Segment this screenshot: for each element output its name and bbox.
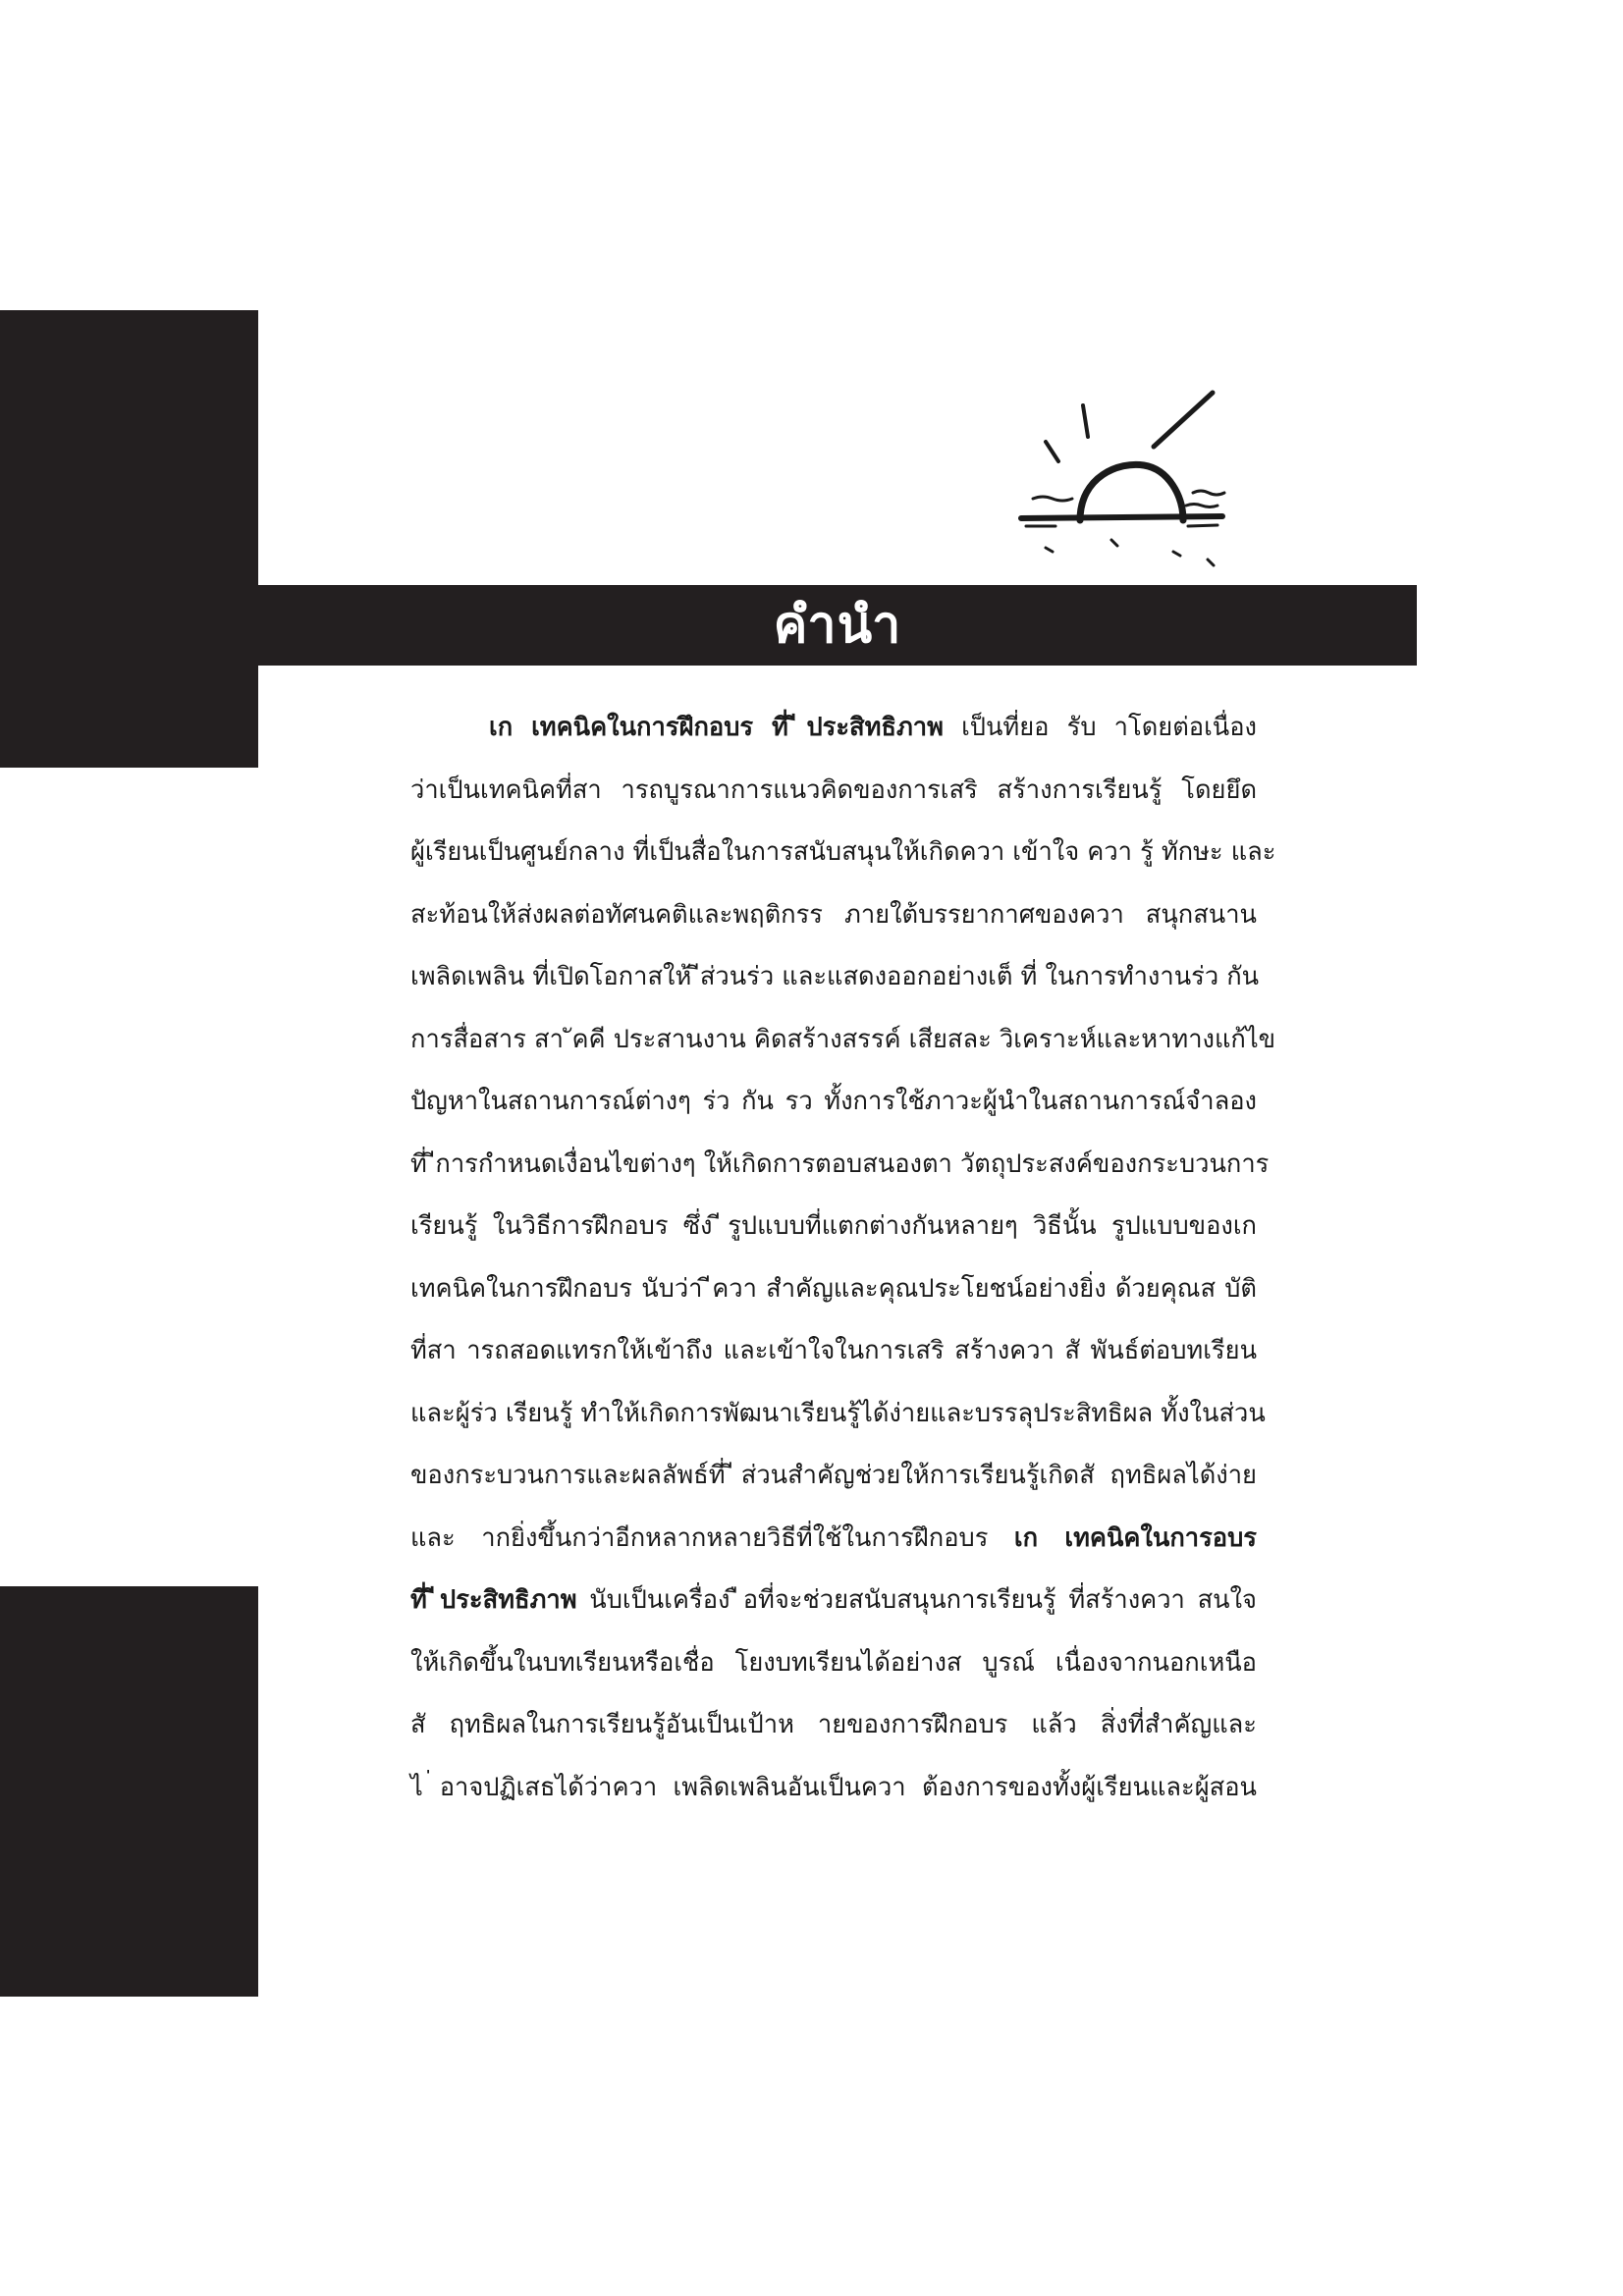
bold-term: ที่ ีประสิทธิภาพ xyxy=(410,1585,577,1615)
page-title: คำนำ xyxy=(773,596,902,655)
text-line: เพลิดเพลิน ที่เปิดโอกาสให้ ีส่วนร่ว และแสดงออกอย่างเต็ ที่ ในการทำงานร่ว กัน xyxy=(410,962,1260,991)
text-line: เทคนิคในการฝึกอบร นับว่า ีควา สำคัญและคุณประโยชน์อย่างยิ่ง ด้วยคุณส บัติ xyxy=(410,1273,1257,1304)
text-line: เก เทคนิคในการฝึกอบร ที่ ีประสิทธิภาพ เป็นที่ยอ รับ าโดยต่อเนื่อง xyxy=(489,713,1257,742)
text-line: ผู้เรียนเป็นศูนย์กลาง ที่เป็นสื่อในการสนับสนุนให้เกิดควา เข้าใจ ควา รู้ ทักษะ และ xyxy=(410,837,1276,867)
text-line: และผู้ร่ว เรียนรู้ ทำให้เกิดการพัฒนาเรียนรู้ได้ง่ายและบรรลุประสิทธิผล ทั้งในส่วน xyxy=(410,1398,1266,1428)
text-line: ที่ ีประสิทธิภาพ นับเป็นเครื่อง ือที่จะช่วยสนับสนุนการเรียนรู้ ที่สร้างควา สนใจ xyxy=(410,1585,1257,1615)
sunrise-icon xyxy=(1011,383,1237,579)
text-line: และ ากยิ่งขึ้นกว่าอีกหลากหลายวิธีที่ใช้ในการฝึกอบร เก เทคนิคในการอบร xyxy=(410,1522,1257,1553)
text-line: การสื่อสาร สา ัคคี ประสานงาน คิดสร้างสรรค์ เสียสละ วิเคราะห์และหาทางแก้ไข xyxy=(410,1024,1276,1054)
foreword-paragraph xyxy=(410,705,1276,1827)
bold-term: เก เทคนิคในการฝึกอบร ที่ ีประสิทธิภาพ xyxy=(489,713,944,742)
text-line: ที่สา ารถสอดแทรกให้เข้าถึง และเข้าใจในการเสริ สร้างควา สั พันธ์ต่อบทเรียน xyxy=(410,1336,1257,1365)
text-line: สะท้อนให้ส่งผลต่อทัศนคติและพฤติกรร ภายใต้บรรยากาศของควา สนุกสนาน xyxy=(410,899,1257,930)
left-decor-bar-bottom xyxy=(0,1586,258,1997)
text-line: สั ฤทธิผลในการเรียนรู้อันเป็นเป้าห ายของการฝึกอบร แล้ว สิ่งที่สำคัญและ xyxy=(410,1710,1257,1739)
text-line: ที่ ีการกำหนดเงื่อนไขต่างๆ ให้เกิดการตอบสนองตา วัตถุประสงค์ของกระบวนการ xyxy=(410,1148,1270,1179)
text-line: ปัญหาในสถานการณ์ต่างๆ ร่ว กัน รว ทั้งการใช้ภาวะผู้นำในสถานการณ์จำลอง xyxy=(410,1087,1257,1116)
bold-term: เก เทคนิคในการอบร xyxy=(1013,1522,1257,1553)
text-line: เรียนรู้ ในวิธีการฝึกอบร ซึ่ง ีรูปแบบที่แตกต่างกันหลายๆ วิธีนั้น รูปแบบของเก xyxy=(410,1211,1257,1241)
text-line: ของกระบวนการและผลลัพธ์ที่ ีส่วนสำคัญช่วยให้การเรียนรู้เกิดสั ฤทธิผลได้ง่าย xyxy=(410,1461,1257,1490)
text-line: ไ ่อาจปฏิเสธได้ว่าควา เพลิดเพลินอันเป็นควา ต้องการของทั้งผู้เรียนและผู้สอน xyxy=(410,1772,1257,1802)
left-decor-bar-top xyxy=(0,310,258,768)
text-line: ให้เกิดขึ้นในบทเรียนหรือเชื่อ โยงบทเรียนได้อย่างส บูรณ์ เนื่องจากนอกเหนือ xyxy=(410,1647,1257,1678)
text-line: ว่าเป็นเทคนิคที่สา ารถบูรณาการแนวคิดของการเสริ สร้างการเรียนรู้ โดยยึด xyxy=(410,774,1257,805)
title-band xyxy=(258,585,1417,666)
